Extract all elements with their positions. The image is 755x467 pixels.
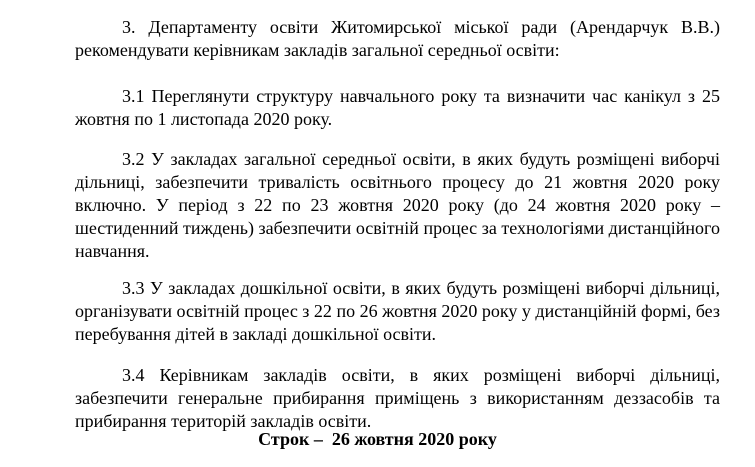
- paragraph-3-1-school-year-structure: 3.1 Переглянути структуру навчального року та визначити час канікул з 25 жовтня по 1 листопада 2020 року.: [75, 86, 720, 129]
- paragraph-3-2-general-secondary-schools: 3.2 У закладах загальної середньої освіти, в яких будуть розміщені виборчі дільниці, забезпечити тривалість освітнього процесу до 21 жовтня 2020 року включно. У період з 22 по 23 жовтня 2020 року (до 24 жовтня 2020 року – шестиденний тиждень) забезпечити освітній процес за технологіями дистанційного навчання.: [75, 149, 720, 261]
- paragraph-3-4-general-cleaning: 3.4 Керівникам закладів освіти, в яких розміщені виборчі дільниці, забезпечити генеральне прибирання приміщень з використанням деззасобів та прибирання територій закладів освіти.: [75, 365, 720, 431]
- deadline-line: Строк – 26 жовтня 2020 року: [258, 429, 497, 449]
- paragraph-3-3-preschool-institutions: 3.3 У закладах дошкільної освіти, в яких будуть розміщені виборчі дільниці, організувати освітній процес з 22 по 26 жовтня 2020 року у дистанційній формі, без перебування дітей в закладі дошкільної освіти.: [75, 278, 720, 344]
- paragraph-3-department-recommendation: 3. Департаменту освіти Житомирської міської ради (Арендарчук В.В.) рекомендувати керівникам закладів загальної середньої освіти:: [75, 17, 720, 60]
